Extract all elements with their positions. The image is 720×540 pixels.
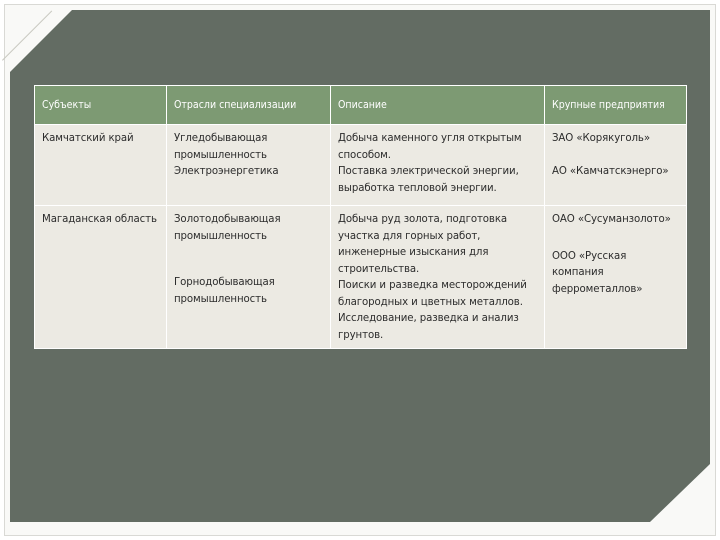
cell-branches [167, 125, 331, 206]
cell-branches [167, 206, 331, 349]
branch-text: Горнодобывающая промышленность [174, 277, 275, 305]
enterprise-text: АО «Камчатскэнерго» [552, 165, 669, 177]
description-text: Поставка электрической энергии, выработка тепловой энергии. [338, 166, 519, 194]
enterprise-text: ОАО «Сусуманзолото» [552, 214, 671, 225]
subject-text: Камчатский край [42, 133, 134, 144]
subject-text: Магаданская область [42, 214, 157, 225]
cell-subject [35, 206, 167, 349]
cell-description [331, 125, 545, 206]
branch-text: Угледобывающая промышленность [174, 133, 268, 161]
cell-enterprises [545, 125, 687, 206]
cell-enterprises [545, 206, 687, 349]
table-row [35, 125, 687, 206]
header-enterprises: Крупные предприятия [545, 86, 687, 125]
branch-text: Электроэнергетика [174, 166, 279, 177]
header-branches: Отрасли специализации [167, 86, 331, 125]
header-description: Описание [331, 86, 545, 125]
cell-description [331, 206, 545, 349]
header-subjects: Субъекты [35, 86, 167, 125]
description-text: Добыча каменного угля открытым способом. [338, 133, 522, 161]
enterprise-text: ЗАО «Корякуголь» [552, 133, 650, 144]
specialization-table [34, 85, 686, 349]
table-header-row [35, 86, 687, 125]
data-table [34, 85, 687, 349]
branch-text: Золотодобывающая промышленность [174, 214, 281, 242]
description-text: Поиски и разведка месторождений благородных и цветных металлов. [338, 280, 527, 308]
description-text: Исследование, разведка и анализ грунтов. [338, 313, 519, 341]
table-row [35, 206, 687, 349]
cell-subject [35, 125, 167, 206]
enterprise-text: ООО «Русская компания феррометаллов» [552, 250, 643, 295]
description-text: Добыча руд золота, подготовка участка для горных работ, инженерные изыскания для строительства. [338, 214, 508, 275]
